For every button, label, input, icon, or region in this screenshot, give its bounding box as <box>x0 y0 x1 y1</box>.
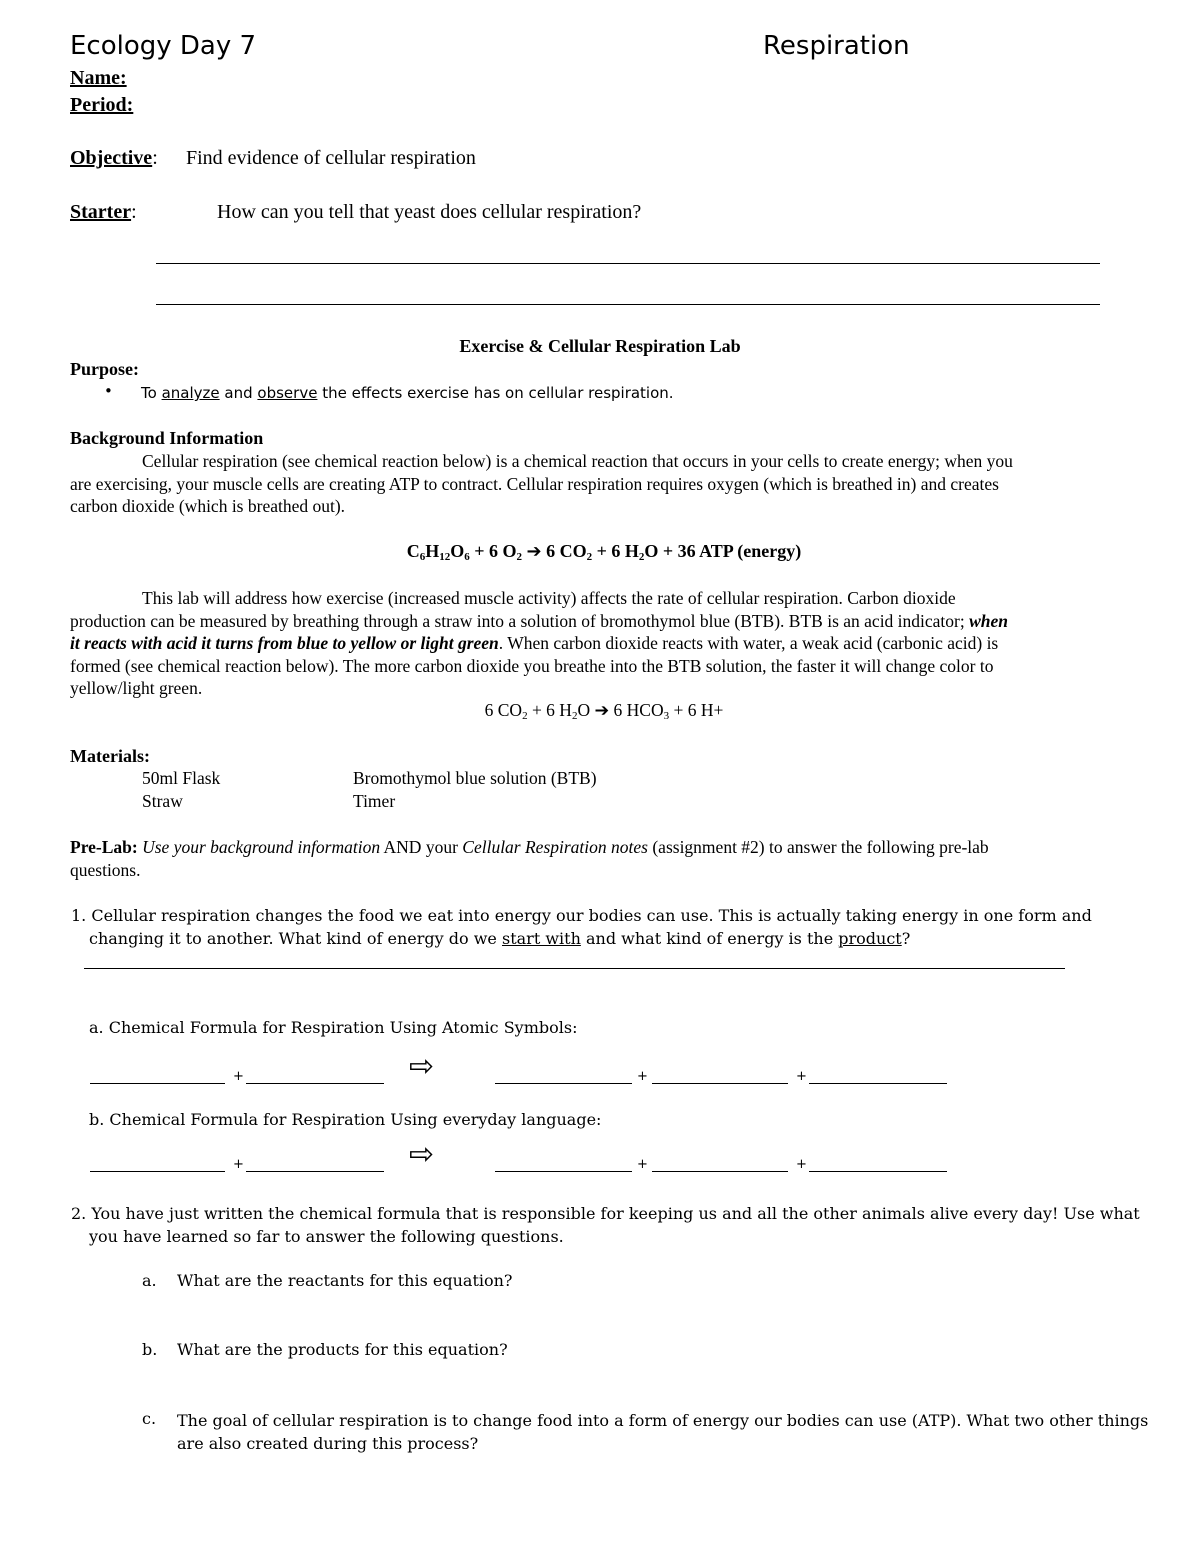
plus-sign: + <box>637 1069 648 1084</box>
product-blank-3[interactable] <box>809 1083 947 1084</box>
reactant-blank-2[interactable] <box>246 1083 384 1084</box>
product-word-blank-2[interactable] <box>652 1171 788 1172</box>
plus-sign: + <box>796 1069 807 1084</box>
product-word-blank-1[interactable] <box>495 1171 632 1172</box>
material-item: Bromothymol blue solution (BTB) <box>353 768 597 788</box>
material-item: Timer <box>353 791 396 811</box>
plus-sign: + <box>233 1069 244 1084</box>
question-1a: a. Chemical Formula for Respiration Using Atomic Symbols: <box>89 1018 578 1037</box>
objective-colon: : <box>152 147 158 169</box>
starter-row <box>70 201 137 224</box>
materials-label: Materials: <box>70 746 150 766</box>
question-2: 2. You have just written the chemical formula that is responsible for keeping us and all the other animals alive every day! Use what you have learned so far to answer the following questions. <box>71 1204 1140 1246</box>
question-2b: What are the products for this equation? <box>177 1340 508 1359</box>
plus-sign: + <box>233 1157 244 1172</box>
question-2a: What are the reactants for this equation? <box>177 1271 513 1290</box>
starter-answer-line-2[interactable] <box>156 304 1100 305</box>
purpose-item: To analyze and observe the effects exercise has on cellular respiration. <box>141 384 674 402</box>
plus-sign: + <box>637 1157 648 1172</box>
question-2a-letter: a. <box>142 1271 157 1290</box>
starter-label: Starter <box>70 201 132 223</box>
question-2c: The goal of cellular respiration is to change food into a form of energy our bodies can use (ATP). What two other things are also created during this process? <box>177 1411 1149 1453</box>
reactant-blank-1[interactable] <box>90 1083 225 1084</box>
reaction-arrow-icon: ➔ <box>526 541 542 562</box>
question-1-answer-line[interactable] <box>84 968 1065 969</box>
background-paragraph: Cellular respiration (see chemical reaction below) is a chemical reaction that occurs in your cells to create energy; when you are exercising, your muscle cells are creating ATP to contract. Cellular respiration requires oxygen (which is breathed in) and creates carbon dioxide (which is breathed out). <box>70 451 1013 517</box>
yield-arrow-icon: ⇨ <box>409 1137 435 1172</box>
respiration-equation: $C_6H_{12}O_6 + 6$ $O_2$ ➔ 6 $CO_2 + 6$ $H_2O + 36$ ATP (energy) <box>406 541 802 563</box>
product-word-blank-3[interactable] <box>809 1171 947 1172</box>
yield-arrow-icon: ⇨ <box>409 1049 435 1084</box>
product-blank-2[interactable] <box>652 1083 788 1084</box>
background-label: Background Information <box>70 428 264 448</box>
prelab-instructions: Pre-Lab: Use your background information AND your Cellular Respiration notes (assignment #2) to answer the following pre-lab questions. <box>70 837 989 880</box>
material-item: Straw <box>142 791 183 811</box>
purpose-label: Purpose: <box>70 359 139 379</box>
objective-label: Objective <box>70 147 153 169</box>
lab-description-paragraph: This lab will address how exercise (increased muscle activity) affects the rate of cellular respiration. Carbon dioxide production can be measured by breathing through a straw into a solution of bromothymol blue (BTB). BTB is an acid indicator; when it reacts with acid it turns from blue to yellow or light green. When carbon dioxide reacts with water, a weak acid (carbonic acid) is formed (see chemical reaction below). The more carbon dioxide you breathe into the BTB solution, the faster it will change color to yellow/light green. <box>70 588 1009 699</box>
topic-title: Respiration <box>763 31 910 61</box>
question-2b-letter: b. <box>142 1340 158 1359</box>
starter-colon: : <box>131 201 137 223</box>
starter-question: How can you tell that yeast does cellular respiration? <box>217 201 642 223</box>
bullet-icon: • <box>104 382 113 400</box>
plus-sign: + <box>796 1157 807 1172</box>
name-label: Name: <box>70 67 127 89</box>
reactant-word-blank-1[interactable] <box>90 1171 225 1172</box>
starter-answer-line-1[interactable] <box>156 263 1100 264</box>
reactant-word-blank-2[interactable] <box>246 1171 384 1172</box>
question-2c-letter: c. <box>142 1409 157 1428</box>
objective-text: Find evidence of cellular respiration <box>186 147 476 169</box>
product-blank-1[interactable] <box>495 1083 632 1084</box>
objective-row <box>70 147 158 170</box>
reaction-arrow-icon: ➔ <box>594 701 610 721</box>
question-1: 1. Cellular respiration changes the food we eat into energy our bodies can use. This is actually taking energy in one form and changing it to another. What kind of energy do we start with and what kind of energy is the product? <box>71 906 1092 948</box>
page-title: Ecology Day 7 <box>70 31 257 61</box>
material-item: 50ml Flask <box>142 768 221 788</box>
period-label: Period: <box>70 94 134 116</box>
question-1b: b. Chemical Formula for Respiration Using everyday language: <box>89 1110 602 1129</box>
lab-title: Exercise & Cellular Respiration Lab <box>459 336 741 356</box>
carbonic-acid-equation: 6 $CO_2 + 6$ $H_2O$ ➔ 6 $HCO_3 + 6$ H+ <box>484 700 724 722</box>
